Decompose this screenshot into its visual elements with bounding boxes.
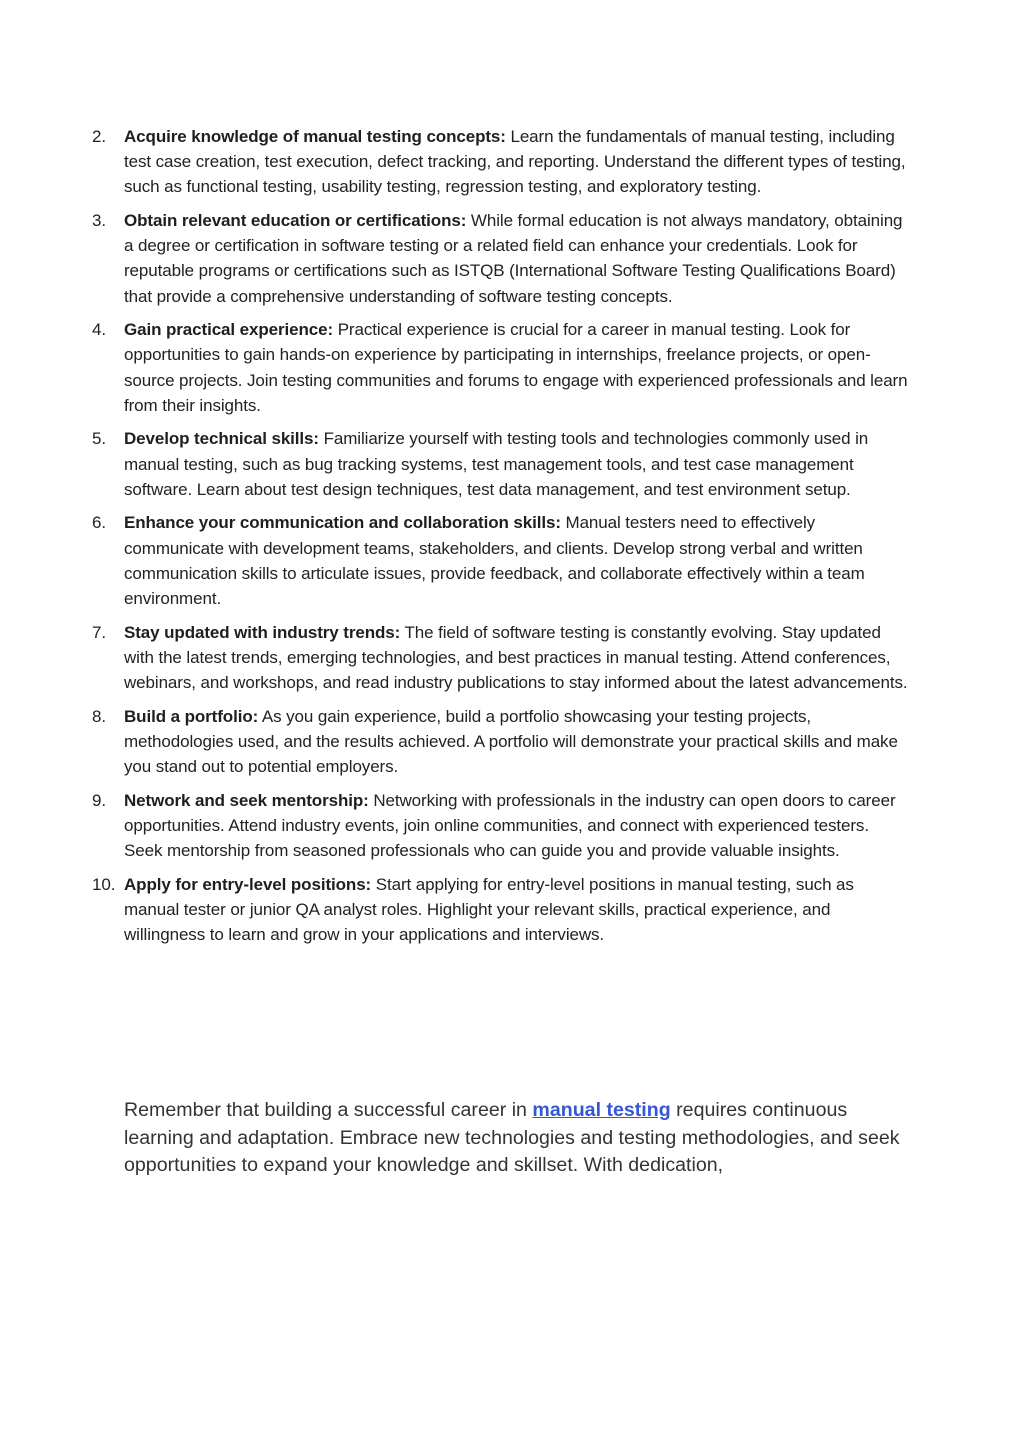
list-number: 6. [92, 513, 106, 533]
list-item-title: Acquire knowledge of manual testing concepts: [124, 127, 506, 146]
list-item-6 [88, 510, 908, 611]
list-item-text: As you gain experience, build a portfolio showcasing your testing projects, methodologies used, and the results achieved. A portfolio will demonstrate your practical skills and make you stand out to potential employers. [124, 706, 898, 777]
list-number: 4. [92, 320, 106, 340]
list-number: 10. [92, 874, 116, 894]
manual-testing-link[interactable]: manual testing [532, 1099, 671, 1121]
list-number: 2. [92, 127, 106, 146]
closing-paragraph [124, 1097, 914, 1180]
list-item-2 [88, 124, 908, 200]
list-item-7 [88, 620, 908, 696]
list-item-10 [88, 872, 908, 948]
list-item-text: Manual testers need to effectively communicate with development teams, stakeholders, and clients. Develop strong verbal and written communication skills to articulate issues, provide feedback, and collaborate effectively within a team environment. [124, 513, 865, 609]
list-number: 9. [92, 790, 106, 810]
list-item-text: Learn the fundamentals of manual testing, including test case creation, test execution, defect tracking, and reporting. Understand the different types of testing, such as functional testing, usability testing, regression testing, and exploratory testing. [124, 127, 906, 197]
list-item-title: Enhance your communication and collaboration skills: [124, 513, 561, 533]
list-item-4 [88, 317, 908, 418]
list-item-text: Practical experience is crucial for a career in manual testing. Look for opportunities to gain hands-on experience by participating in internships, freelance projects, or open-source projects. Join testing communities and forums to engage with experienced professionals and learn from their insights. [124, 320, 908, 415]
list-item-3 [88, 208, 908, 309]
list-item-5 [88, 426, 908, 502]
list-item-title: Develop technical skills: [124, 429, 319, 449]
list-item-text: The field of software testing is constantly evolving. Stay updated with the latest trends, emerging technologies, and best practices in manual testing. Attend conferences, webinars, and workshops, and read industry publications to stay informed about the latest advancements. [124, 622, 908, 693]
list-number: 5. [92, 429, 106, 449]
list-item-text: Networking with professionals in the industry can open doors to career opportunities. Attend industry events, join online communities, and connect with experienced testers. Seek mentorship from seasoned professionals who can guide you and provide valuable insights. [124, 790, 896, 861]
list-number: 3. [92, 211, 106, 230]
list-item-text: Familiarize yourself with testing tools and technologies commonly used in manual testing, such as bug tracking systems, test management tools, and test case management software. Learn about test design techniques, test data management, and test environment setup. [124, 429, 869, 499]
list-item-9 [88, 788, 908, 864]
list-item-title: Apply for entry-level positions: [124, 874, 372, 894]
list-number: 7. [92, 622, 106, 642]
list-item-title: Obtain relevant education or certifications: [124, 211, 467, 230]
list-item-title: Network and seek mentorship: [124, 790, 369, 810]
list-item-8 [88, 704, 908, 780]
closing-text-after-link: requires continuous learning and adaptation. Embrace new technologies and testing methodologies, and seek opportunities to expand your knowledge and skillset. With dedication, [124, 1099, 900, 1176]
closing-text-before-link: Remember that building a successful career in [124, 1099, 527, 1121]
list-item-title: Gain practical experience: [124, 320, 334, 340]
list-number: 8. [92, 706, 106, 726]
list-item-text: While formal education is not always mandatory, obtaining a degree or certification in software testing or a related field can enhance your credentials. Look for reputable programs or certifications such as ISTQB (International Software Testing Qualifications Board) that provide a comprehensive understanding of software testing concepts. [124, 211, 903, 306]
list-item-text: Start applying for entry-level positions in manual testing, such as manual tester or junior QA analyst roles. Highlight your relevant skills, practical experience, and willingness to learn and grow in your applications and interviews. [124, 874, 854, 945]
career-steps-list [88, 124, 908, 956]
list-item-title: Build a portfolio: [124, 706, 259, 726]
list-item-title: Stay updated with industry trends: [124, 622, 401, 642]
